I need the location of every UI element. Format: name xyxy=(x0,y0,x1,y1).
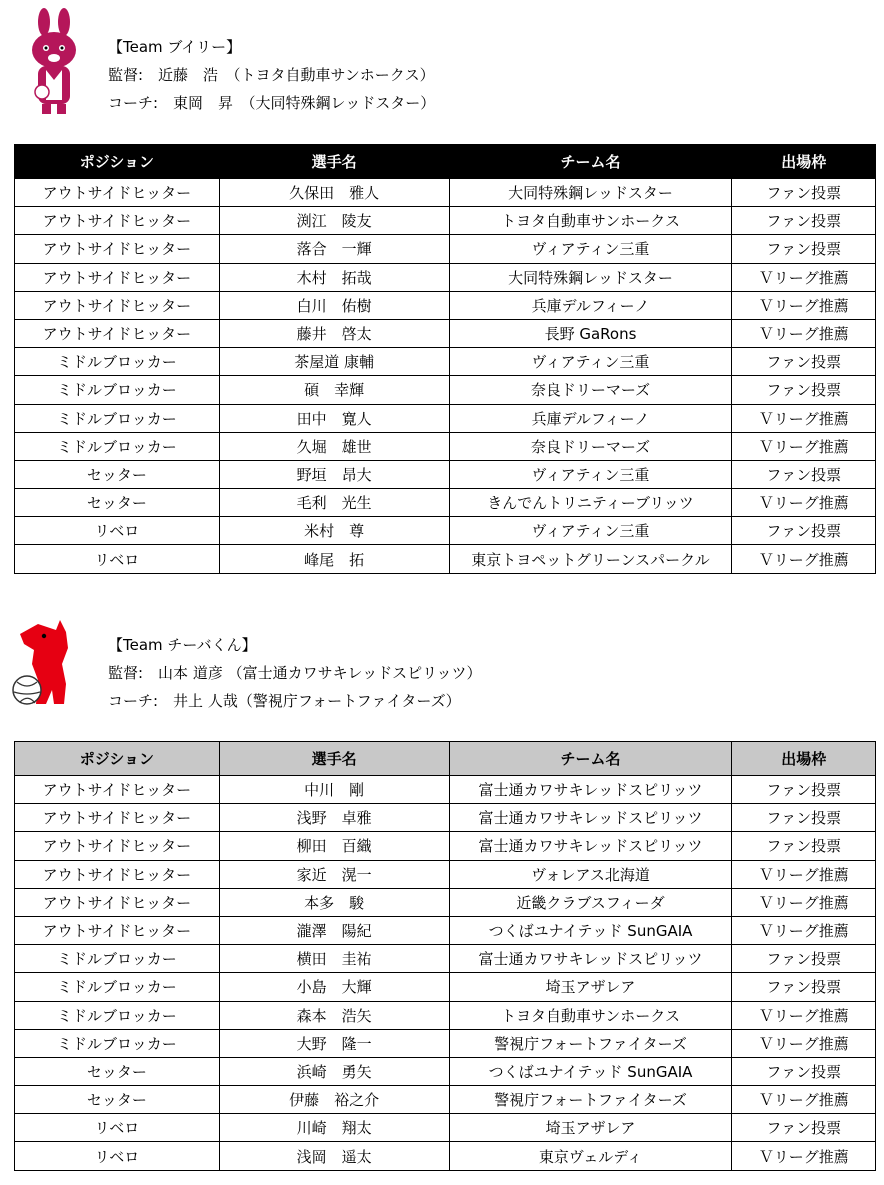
column-header-position: ポジション xyxy=(15,742,220,776)
position-cell: ミドルブロッカー xyxy=(15,432,220,460)
slot-cell: ファン投票 xyxy=(732,973,876,1001)
slot-cell: ファン投票 xyxy=(732,179,876,207)
slot-cell: Ｖリーグ推薦 xyxy=(732,404,876,432)
slot-cell: Ｖリーグ推薦 xyxy=(732,489,876,517)
team-name-cell: 警視庁フォートファイターズ xyxy=(449,1029,732,1057)
column-header-slot: 出場枠 xyxy=(732,145,876,179)
table-row xyxy=(15,179,876,207)
table-row xyxy=(15,1114,876,1142)
team-name-cell: きんでんトリニティーブリッツ xyxy=(449,489,732,517)
slot-cell: ファン投票 xyxy=(732,460,876,488)
player-name-cell: 落合 一輝 xyxy=(219,235,449,263)
player-name-cell: 藤井 啓太 xyxy=(219,319,449,347)
slot-cell: Ｖリーグ推薦 xyxy=(732,545,876,573)
player-name-cell: 浜崎 勇矢 xyxy=(219,1057,449,1085)
table-row xyxy=(15,235,876,263)
player-name-cell: 野垣 昂大 xyxy=(219,460,449,488)
roster-table xyxy=(14,741,876,1171)
player-name-cell: 川崎 翔太 xyxy=(219,1114,449,1142)
position-cell: アウトサイドヒッター xyxy=(15,888,220,916)
position-cell: アウトサイドヒッター xyxy=(15,291,220,319)
team-info xyxy=(108,33,435,117)
slot-cell: Ｖリーグ推薦 xyxy=(732,291,876,319)
table-row xyxy=(15,1086,876,1114)
slot-cell: ファン投票 xyxy=(732,207,876,235)
slot-cell: Ｖリーグ推薦 xyxy=(732,1001,876,1029)
team-name-cell: 富士通カワサキレッドスピリッツ xyxy=(449,945,732,973)
player-name-cell: 中川 剛 xyxy=(219,776,449,804)
table-row xyxy=(15,319,876,347)
player-name-cell: 木村 拓哉 xyxy=(219,263,449,291)
player-name-cell: 浅野 卓雅 xyxy=(219,804,449,832)
table-row xyxy=(15,1029,876,1057)
position-cell: ミドルブロッカー xyxy=(15,973,220,1001)
team-name-cell: 東京ヴェルディ xyxy=(449,1142,732,1170)
column-header-position: ポジション xyxy=(15,145,220,179)
position-cell: リベロ xyxy=(15,517,220,545)
team-name-cell: ヴィアティン三重 xyxy=(449,348,732,376)
slot-cell: ファン投票 xyxy=(732,804,876,832)
table-row xyxy=(15,804,876,832)
table-row xyxy=(15,776,876,804)
slot-cell: ファン投票 xyxy=(732,376,876,404)
team-name-cell: ヴォレアス北海道 xyxy=(449,860,732,888)
slot-cell: Ｖリーグ推薦 xyxy=(732,432,876,460)
team-info xyxy=(108,631,482,715)
player-name-cell: 米村 尊 xyxy=(219,517,449,545)
table-row xyxy=(15,860,876,888)
table-header-row xyxy=(15,742,876,776)
table-header-row xyxy=(15,145,876,179)
team-header: 【Team チーバくん】 xyxy=(108,636,257,654)
position-cell: アウトサイドヒッター xyxy=(15,916,220,944)
player-name-cell: 柳田 百織 xyxy=(219,832,449,860)
table-row xyxy=(15,404,876,432)
table-row xyxy=(15,1001,876,1029)
team-name-cell: 兵庫デルフィーノ xyxy=(449,291,732,319)
table-row xyxy=(15,348,876,376)
team-name-cell: トヨタ自動車サンホークス xyxy=(449,207,732,235)
table-row xyxy=(15,291,876,319)
player-name-cell: 浅岡 遥太 xyxy=(219,1142,449,1170)
player-name-cell: 毛利 光生 xyxy=(219,489,449,517)
slot-cell: ファン投票 xyxy=(732,832,876,860)
position-cell: リベロ xyxy=(15,1114,220,1142)
team-name-cell: 大同特殊鋼レッドスター xyxy=(449,179,732,207)
team-name-cell: 富士通カワサキレッドスピリッツ xyxy=(449,776,732,804)
table-row xyxy=(15,545,876,573)
assistant-coach: コーチ: 東岡 昇 （大同特殊鋼レッドスター） xyxy=(108,94,436,112)
slot-cell: ファン投票 xyxy=(732,348,876,376)
position-cell: アウトサイドヒッター xyxy=(15,860,220,888)
table-row xyxy=(15,888,876,916)
table-row xyxy=(15,973,876,1001)
team-name-cell: トヨタ自動車サンホークス xyxy=(449,1001,732,1029)
table-row xyxy=(15,460,876,488)
column-header-slot: 出場枠 xyxy=(732,742,876,776)
player-name-cell: 横田 圭祐 xyxy=(219,945,449,973)
player-name-cell: 碩 幸輝 xyxy=(219,376,449,404)
team-name-cell: つくばユナイテッド SunGAIA xyxy=(449,1057,732,1085)
player-name-cell: 本多 駿 xyxy=(219,888,449,916)
position-cell: ミドルブロッカー xyxy=(15,376,220,404)
team-name-cell: 警視庁フォートファイターズ xyxy=(449,1086,732,1114)
position-cell: アウトサイドヒッター xyxy=(15,263,220,291)
slot-cell: Ｖリーグ推薦 xyxy=(732,319,876,347)
team-name-cell: 大同特殊鋼レッドスター xyxy=(449,263,732,291)
table-row xyxy=(15,432,876,460)
slot-cell: Ｖリーグ推薦 xyxy=(732,263,876,291)
position-cell: アウトサイドヒッター xyxy=(15,207,220,235)
slot-cell: Ｖリーグ推薦 xyxy=(732,1029,876,1057)
player-name-cell: 小島 大輝 xyxy=(219,973,449,1001)
position-cell: アウトサイドヒッター xyxy=(15,235,220,263)
column-header-team: チーム名 xyxy=(449,742,732,776)
assistant-coach: コーチ: 井上 人哉（警視庁フォートファイターズ） xyxy=(108,692,461,710)
slot-cell: Ｖリーグ推薦 xyxy=(732,916,876,944)
slot-cell: ファン投票 xyxy=(732,517,876,545)
team-name-cell: 東京トヨペットグリーンスパークル xyxy=(449,545,732,573)
rabbit-mascot-icon xyxy=(28,8,80,118)
slot-cell: ファン投票 xyxy=(732,1057,876,1085)
table-row xyxy=(15,517,876,545)
position-cell: セッター xyxy=(15,1057,220,1085)
position-cell: アウトサイドヒッター xyxy=(15,179,220,207)
slot-cell: ファン投票 xyxy=(732,776,876,804)
position-cell: ミドルブロッカー xyxy=(15,404,220,432)
head-coach: 監督: 近藤 浩 （トヨタ自動車サンホークス） xyxy=(108,66,435,84)
team-name-cell: 奈良ドリーマーズ xyxy=(449,432,732,460)
slot-cell: Ｖリーグ推薦 xyxy=(732,888,876,916)
position-cell: アウトサイドヒッター xyxy=(15,319,220,347)
position-cell: セッター xyxy=(15,460,220,488)
slot-cell: Ｖリーグ推薦 xyxy=(732,1142,876,1170)
player-name-cell: 峰尾 拓 xyxy=(219,545,449,573)
player-name-cell: 久保田 雅人 xyxy=(219,179,449,207)
position-cell: リベロ xyxy=(15,1142,220,1170)
slot-cell: ファン投票 xyxy=(732,945,876,973)
dog-mascot-with-volleyball-icon xyxy=(8,614,90,710)
table-row xyxy=(15,263,876,291)
player-name-cell: 伊藤 裕之介 xyxy=(219,1086,449,1114)
player-name-cell: 大野 隆一 xyxy=(219,1029,449,1057)
player-name-cell: 瀧澤 陽紀 xyxy=(219,916,449,944)
team-name-cell: 奈良ドリーマーズ xyxy=(449,376,732,404)
team-name-cell: ヴィアティン三重 xyxy=(449,235,732,263)
slot-cell: Ｖリーグ推薦 xyxy=(732,860,876,888)
player-name-cell: 渕江 陵友 xyxy=(219,207,449,235)
player-name-cell: 久堀 雄世 xyxy=(219,432,449,460)
team-name-cell: 近畿クラブスフィーダ xyxy=(449,888,732,916)
team-name-cell: ヴィアティン三重 xyxy=(449,460,732,488)
player-name-cell: 森本 浩矢 xyxy=(219,1001,449,1029)
roster-table xyxy=(14,144,876,574)
table-row xyxy=(15,945,876,973)
team-name-cell: 富士通カワサキレッドスピリッツ xyxy=(449,804,732,832)
player-name-cell: 白川 佑樹 xyxy=(219,291,449,319)
slot-cell: ファン投票 xyxy=(732,235,876,263)
table-row xyxy=(15,832,876,860)
position-cell: リベロ xyxy=(15,545,220,573)
team-name-cell: つくばユナイテッド SunGAIA xyxy=(449,916,732,944)
position-cell: ミドルブロッカー xyxy=(15,348,220,376)
position-cell: ミドルブロッカー xyxy=(15,1001,220,1029)
column-header-player: 選手名 xyxy=(219,742,449,776)
player-name-cell: 茶屋道 康輔 xyxy=(219,348,449,376)
player-name-cell: 田中 寛人 xyxy=(219,404,449,432)
position-cell: セッター xyxy=(15,1086,220,1114)
head-coach: 監督: 山本 道彦 （富士通カワサキレッドスピリッツ） xyxy=(108,664,482,682)
slot-cell: ファン投票 xyxy=(732,1114,876,1142)
position-cell: アウトサイドヒッター xyxy=(15,832,220,860)
team-name-cell: 埼玉アザレア xyxy=(449,1114,732,1142)
table-row xyxy=(15,207,876,235)
table-row xyxy=(15,1142,876,1170)
position-cell: ミドルブロッカー xyxy=(15,1029,220,1057)
team-name-cell: 埼玉アザレア xyxy=(449,973,732,1001)
slot-cell: Ｖリーグ推薦 xyxy=(732,1086,876,1114)
team-name-cell: 富士通カワサキレッドスピリッツ xyxy=(449,832,732,860)
team-name-cell: 長野 GaRons xyxy=(449,319,732,347)
table-row xyxy=(15,376,876,404)
position-cell: ミドルブロッカー xyxy=(15,945,220,973)
table-row xyxy=(15,916,876,944)
column-header-team: チーム名 xyxy=(449,145,732,179)
column-header-player: 選手名 xyxy=(219,145,449,179)
team-header: 【Team ブイリー】 xyxy=(108,38,242,56)
table-row xyxy=(15,1057,876,1085)
team-name-cell: 兵庫デルフィーノ xyxy=(449,404,732,432)
player-name-cell: 家近 滉一 xyxy=(219,860,449,888)
position-cell: アウトサイドヒッター xyxy=(15,804,220,832)
table-row xyxy=(15,489,876,517)
position-cell: セッター xyxy=(15,489,220,517)
team-name-cell: ヴィアティン三重 xyxy=(449,517,732,545)
position-cell: アウトサイドヒッター xyxy=(15,776,220,804)
